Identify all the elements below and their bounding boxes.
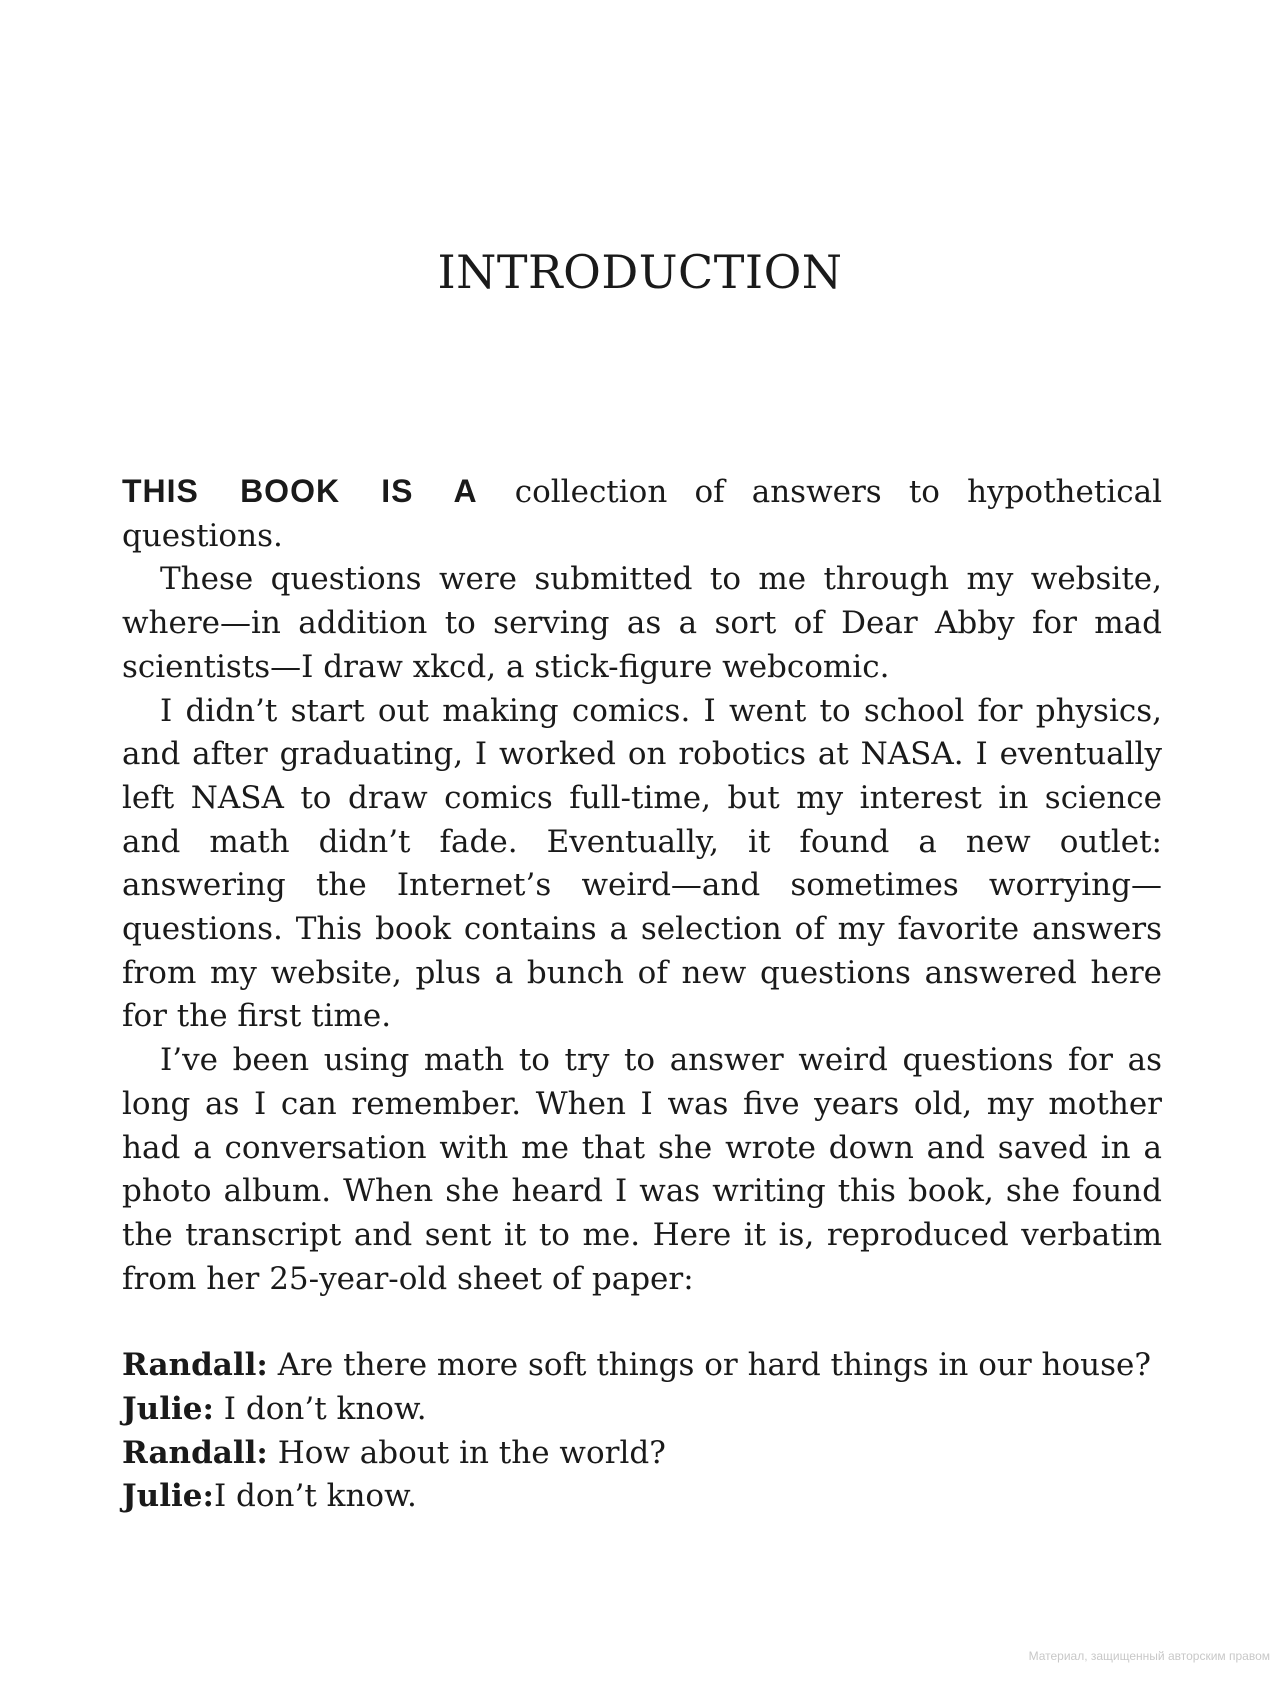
dialogue-speaker: Julie: — [122, 1478, 214, 1515]
dialogue-line — [122, 1432, 1162, 1476]
dialogue-line — [122, 1388, 1162, 1432]
dialogue-speaker: Randall: — [122, 1347, 268, 1384]
paragraph-4: I’ve been using math to try to answer weird questions for as long as I can remember. When I was five years old, my mother had a conversation with me that she wrote down and saved in a photo album. When she heard I was writing this book, she found the transcript and sent it to me. Here it is, reproduced verbatim from her 25-year-old sheet of paper: — [122, 1042, 1162, 1297]
dialogue-transcript — [122, 1344, 1162, 1519]
paragraph-1-text: collection of answers to hypothetical questions. — [122, 474, 1162, 554]
lead-in: THIS BOOK IS A — [122, 473, 478, 509]
dialogue-line — [122, 1344, 1162, 1388]
dialogue-text: I don’t know. — [213, 1478, 417, 1515]
dialogue-line — [122, 1475, 1162, 1519]
copyright-watermark: Материал, защищенный авторским правом — [1028, 1649, 1270, 1663]
body-text — [122, 470, 1162, 1519]
dialogue-text: I don’t know. — [213, 1391, 427, 1428]
paragraph-3: I didn’t start out making comics. I went to school for physics, and after graduating, I worked on robotics at NASA. I eventually left NASA to draw comics full-time, but my interest in science and math didn’t fade. Eventually, it found a new outlet: answering the Internet’s weird—and sometimes worrying—questions. This book contains a selection of my favorite answers from my website, plus a bunch of new questions answered here for the first time. — [122, 692, 1162, 1035]
dialogue-speaker: Randall: — [122, 1434, 268, 1471]
dialogue-speaker: Julie: — [122, 1391, 214, 1428]
dialogue-text: Are there more soft things or hard things in our house? — [267, 1347, 1151, 1384]
paragraph-2: These questions were submitted to me through my website, where—in addition to serving as a sort of Dear Abby for mad scientists—I draw xkcd, a stick-figure webcomic. — [122, 561, 1162, 685]
paragraph-1 — [122, 470, 1162, 558]
chapter-title: INTRODUCTION — [437, 245, 843, 299]
dialogue-text: How about in the world? — [267, 1434, 666, 1471]
